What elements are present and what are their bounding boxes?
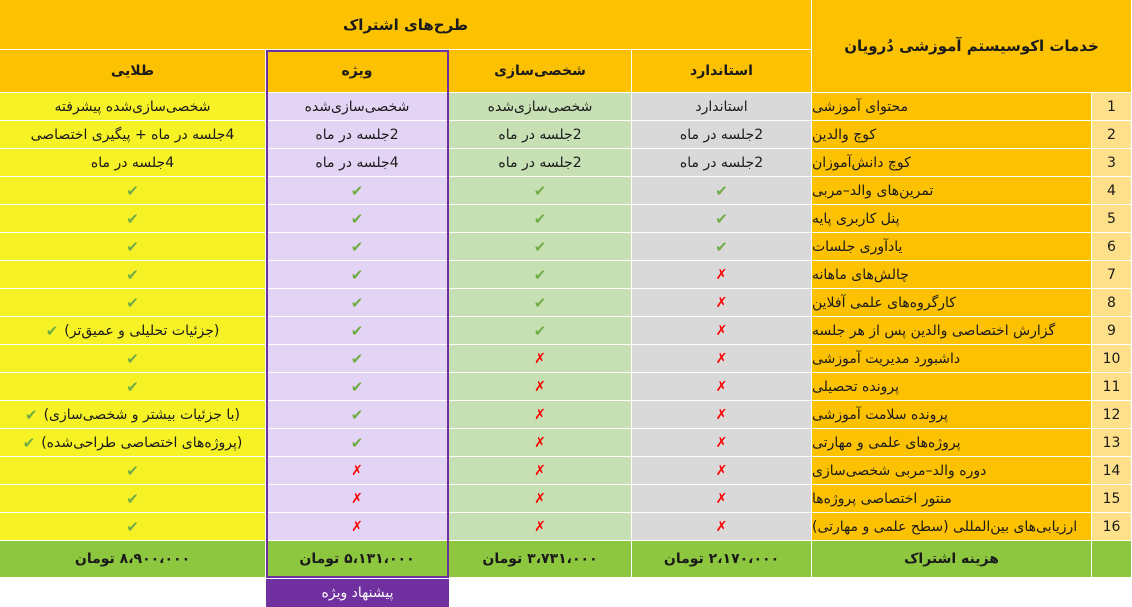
price-gold: ۸،۹۰۰،۰۰۰ تومان (0, 541, 266, 578)
cell-standard (632, 513, 812, 541)
cell-text: استاندارد (695, 98, 748, 115)
check-icon: ✔ (350, 321, 364, 340)
cross-icon: ✗ (351, 490, 363, 507)
check-icon: ✔ (350, 265, 364, 284)
cross-icon: ✗ (715, 434, 728, 451)
cell-gold (0, 177, 266, 205)
cross-icon: ✗ (351, 462, 363, 479)
cross-icon: ✗ (534, 462, 546, 479)
gold-note-text: (با جزئیات بیشتر و شخصی‌سازی) (43, 406, 241, 423)
cell-personal (449, 457, 632, 485)
cell-standard (632, 121, 812, 149)
service-name: کوچ والدین (812, 121, 1092, 149)
cell-standard (632, 429, 812, 457)
service-name: ارزیابی‌های بین‌المللی (سطح علمی و مهارتی) (812, 513, 1092, 541)
cell-personal (449, 345, 632, 373)
cell-text: شخصی‌سازی‌شده (304, 98, 410, 115)
cell-text: 4جلسه در ماه (90, 154, 175, 171)
service-name: پنل کاربری پایه (812, 205, 1092, 233)
cell-text: 2جلسه در ماه (679, 154, 764, 171)
cell-gold (0, 345, 266, 373)
cell-special (266, 233, 449, 261)
cell-gold (0, 205, 266, 233)
row-number: 7 (1092, 261, 1132, 289)
price-special: ۵،۱۳۱،۰۰۰ تومان (266, 541, 449, 578)
cell-gold (0, 121, 266, 149)
check-icon: ✔ (350, 209, 364, 228)
cross-icon: ✗ (715, 462, 728, 479)
cross-icon: ✗ (534, 350, 546, 367)
service-name: گزارش اختصاصی والدین پس از هر جلسه (812, 317, 1092, 345)
plan-header-standard: استاندارد (632, 50, 812, 93)
cross-icon: ✗ (534, 490, 546, 507)
cell-special (266, 289, 449, 317)
service-name: کارگروه‌های علمی آفلاین (812, 289, 1092, 317)
cell-standard (632, 373, 812, 401)
cell-special (266, 205, 449, 233)
service-name: محتوای آموزشی (812, 93, 1092, 121)
cell-special (266, 373, 449, 401)
service-name: داشبورد مدیریت آموزشی (812, 345, 1092, 373)
check-icon: ✔ (126, 489, 139, 508)
cell-special (266, 401, 449, 429)
cross-icon: ✗ (534, 434, 546, 451)
cell-gold (0, 485, 266, 513)
cell-standard (632, 93, 812, 121)
cross-icon: ✗ (715, 322, 728, 339)
cell-personal (449, 513, 632, 541)
cell-gold (0, 429, 266, 457)
cell-personal (449, 233, 632, 261)
cross-icon: ✗ (715, 518, 728, 535)
check-icon: ✔ (45, 321, 59, 340)
cell-standard (632, 149, 812, 177)
cell-text: 2جلسه در ماه (679, 126, 764, 143)
row-number: 2 (1092, 121, 1132, 149)
cell-gold (0, 401, 266, 429)
cell-standard (632, 205, 812, 233)
cell-special (266, 317, 449, 345)
special-offer-badge[interactable]: پیشنهاد ویژه (266, 579, 449, 607)
check-icon: ✔ (126, 265, 139, 284)
service-name: پرونده سلامت آموزشی (812, 401, 1092, 429)
cell-special (266, 121, 449, 149)
cross-icon: ✗ (715, 266, 728, 283)
cell-text: 2جلسه در ماه (315, 126, 399, 143)
cell-standard (632, 317, 812, 345)
row-number: 14 (1092, 457, 1132, 485)
check-icon: ✔ (22, 433, 36, 452)
service-name: تمرین‌های والد–مربی (812, 177, 1092, 205)
cell-special (266, 149, 449, 177)
cross-icon: ✗ (715, 350, 728, 367)
check-icon: ✔ (350, 377, 364, 396)
cell-personal (449, 261, 632, 289)
cell-personal (449, 429, 632, 457)
row-number: 11 (1092, 373, 1132, 401)
check-icon: ✔ (350, 433, 364, 452)
row-number: 9 (1092, 317, 1132, 345)
row-number: 10 (1092, 345, 1132, 373)
check-icon: ✔ (715, 237, 728, 256)
plan-header-gold: طلایی (0, 50, 266, 93)
service-name: چالش‌های ماهانه (812, 261, 1092, 289)
check-icon: ✔ (533, 265, 547, 284)
price-number-cell (1092, 541, 1132, 578)
cell-personal (449, 401, 632, 429)
check-icon: ✔ (533, 181, 547, 200)
check-icon: ✔ (350, 181, 364, 200)
price-standard: ۲،۱۷۰،۰۰۰ تومان (632, 541, 812, 578)
check-icon: ✔ (126, 349, 139, 368)
cell-text: 4جلسه در ماه + پیگیری اختصاصی (30, 126, 235, 143)
cell-standard (632, 485, 812, 513)
cell-text: 4جلسه در ماه (315, 154, 399, 171)
cell-gold (0, 149, 266, 177)
cell-text: 2جلسه در ماه (498, 154, 582, 171)
check-icon: ✔ (715, 181, 728, 200)
cell-gold (0, 233, 266, 261)
row-number: 1 (1092, 93, 1132, 121)
check-icon: ✔ (350, 237, 364, 256)
check-icon: ✔ (24, 405, 38, 424)
cell-text: شخصی‌سازی‌شده پیشرفته (54, 98, 211, 115)
check-icon: ✔ (126, 377, 139, 396)
service-name: یادآوری جلسات (812, 233, 1092, 261)
cell-personal (449, 373, 632, 401)
check-icon: ✔ (126, 293, 139, 312)
row-number: 3 (1092, 149, 1132, 177)
cell-gold (0, 261, 266, 289)
cross-icon: ✗ (534, 518, 546, 535)
cell-gold (0, 93, 266, 121)
cell-personal (449, 149, 632, 177)
gold-note-text: (جزئیات تحلیلی و عمیق‌تر) (64, 322, 220, 339)
cell-special (266, 345, 449, 373)
check-icon: ✔ (715, 209, 728, 228)
service-name: دوره والد–مربی شخصی‌سازی (812, 457, 1092, 485)
cell-text: شخصی‌سازی‌شده (487, 98, 593, 115)
cell-gold (0, 373, 266, 401)
row-number: 15 (1092, 485, 1132, 513)
row-number: 16 (1092, 513, 1132, 541)
check-icon: ✔ (126, 517, 139, 536)
row-number: 13 (1092, 429, 1132, 457)
price-personal: ۳،۷۳۱،۰۰۰ تومان (449, 541, 632, 578)
plan-header-personal: شخصی‌سازی (449, 50, 632, 93)
cell-standard (632, 177, 812, 205)
row-number: 8 (1092, 289, 1132, 317)
check-icon: ✔ (126, 209, 139, 228)
cell-special (266, 429, 449, 457)
cell-special (266, 485, 449, 513)
check-icon: ✔ (350, 349, 364, 368)
check-icon: ✔ (126, 461, 139, 480)
cell-standard (632, 457, 812, 485)
cross-icon: ✗ (715, 490, 728, 507)
service-column-title: خدمات اکوسیستم آموزشی دُرویان (812, 0, 1132, 93)
cell-gold (0, 289, 266, 317)
service-name: منتور اختصاصی پروژه‌ها (812, 485, 1092, 513)
cell-special (266, 457, 449, 485)
cell-standard (632, 345, 812, 373)
plans-title: طرح‌های اشتراک (0, 0, 812, 50)
check-icon: ✔ (126, 181, 139, 200)
cell-personal (449, 317, 632, 345)
cross-icon: ✗ (534, 378, 546, 395)
cross-icon: ✗ (351, 518, 363, 535)
check-icon: ✔ (533, 293, 547, 312)
cell-personal (449, 289, 632, 317)
row-number: 4 (1092, 177, 1132, 205)
cell-standard (632, 289, 812, 317)
price-label: هزینه اشتراک (812, 541, 1092, 578)
check-icon: ✔ (350, 293, 364, 312)
cross-icon: ✗ (715, 294, 728, 311)
cell-gold (0, 317, 266, 345)
cell-gold (0, 457, 266, 485)
cross-icon: ✗ (534, 406, 546, 423)
cross-icon: ✗ (715, 378, 728, 395)
check-icon: ✔ (533, 237, 547, 256)
plan-header-special: ویژه (266, 50, 449, 93)
row-number: 5 (1092, 205, 1132, 233)
check-icon: ✔ (350, 405, 364, 424)
row-number: 12 (1092, 401, 1132, 429)
check-icon: ✔ (126, 237, 139, 256)
service-name: پروژه‌های علمی و مهارتی (812, 429, 1092, 457)
row-number: 6 (1092, 233, 1132, 261)
cell-personal (449, 177, 632, 205)
cell-standard (632, 261, 812, 289)
cell-special (266, 177, 449, 205)
service-name: کوچ دانش‌آموزان (812, 149, 1092, 177)
cell-personal (449, 93, 632, 121)
service-name: پرونده تحصیلی (812, 373, 1092, 401)
cell-personal (449, 121, 632, 149)
cell-standard (632, 401, 812, 429)
check-icon: ✔ (533, 209, 547, 228)
cell-personal (449, 485, 632, 513)
cell-special (266, 93, 449, 121)
cell-text: 2جلسه در ماه (498, 126, 582, 143)
cell-special (266, 513, 449, 541)
cell-personal (449, 205, 632, 233)
gold-note-text: (پروژه‌های اختصاصی طراحی‌شده) (41, 434, 243, 451)
cell-standard (632, 233, 812, 261)
cross-icon: ✗ (715, 406, 728, 423)
check-icon: ✔ (533, 321, 547, 340)
cell-special (266, 261, 449, 289)
cell-gold (0, 513, 266, 541)
